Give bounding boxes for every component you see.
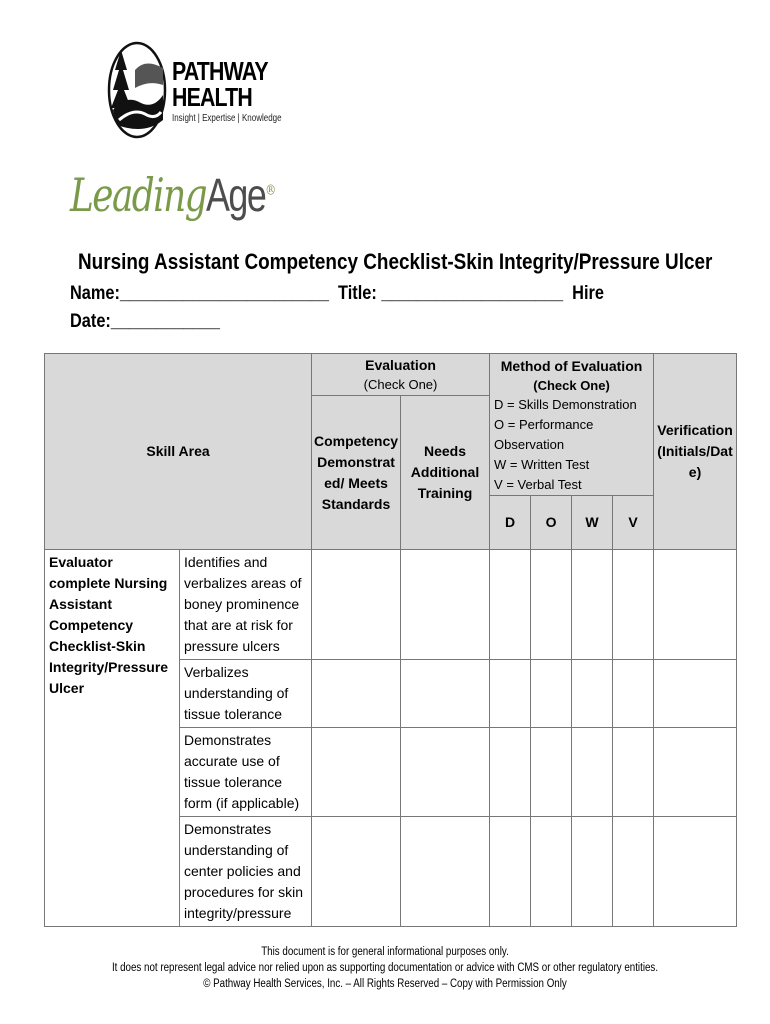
needs-training-header: Needs Additional Training [401, 396, 490, 550]
check-v[interactable] [613, 728, 654, 817]
check-v[interactable] [613, 660, 654, 728]
check-v[interactable] [613, 817, 654, 927]
pathway-health-wordmark [172, 58, 309, 124]
method-header [490, 354, 654, 496]
legend-v: V = Verbal Test [494, 477, 582, 492]
leading-age-part2: Age [206, 169, 266, 221]
check-needs-training[interactable] [401, 817, 490, 927]
table-row [45, 550, 737, 660]
method-code-v: V [613, 496, 654, 550]
method-code-w: W [572, 496, 613, 550]
check-competency[interactable] [312, 817, 401, 927]
legend-o: O = Performance Observation [494, 417, 594, 452]
footer [0, 944, 770, 992]
date-line: Date:____________ [70, 311, 220, 332]
verification-cell[interactable] [654, 728, 737, 817]
check-needs-training[interactable] [401, 550, 490, 660]
check-w[interactable] [572, 660, 613, 728]
leading-age-logo [70, 168, 275, 222]
check-competency[interactable] [312, 660, 401, 728]
evaluation-label: Evaluation [365, 357, 436, 373]
verification-cell[interactable] [654, 550, 737, 660]
skill-item: Demonstrates accurate use of tissue tolerance form (if applicable) [180, 728, 312, 817]
skill-area-header: Skill Area [45, 354, 312, 550]
check-w[interactable] [572, 817, 613, 927]
evaluation-sub: (Check One) [363, 377, 438, 392]
check-w[interactable] [572, 550, 613, 660]
check-w[interactable] [572, 728, 613, 817]
method-legend [490, 395, 653, 495]
skill-item: Identifies and verbalizes areas of boney prominence that are at risk for pressure ulcers [180, 550, 312, 660]
method-sub: (Check One) [533, 378, 610, 393]
verification-cell[interactable] [654, 660, 737, 728]
skill-item: Verbalizes understanding of tissue tolerance [180, 660, 312, 728]
check-o[interactable] [531, 817, 572, 927]
check-d[interactable] [490, 550, 531, 660]
check-o[interactable] [531, 728, 572, 817]
competency-checklist-table [44, 353, 737, 927]
check-competency[interactable] [312, 550, 401, 660]
skill-item: Demonstrates understanding of center policies and procedures for skin integrity/pressure [180, 817, 312, 927]
verification-cell[interactable] [654, 817, 737, 927]
verification-header: Verification (Initials/Dat e) [654, 354, 737, 550]
pathway-line1: PATHWAY [172, 56, 268, 86]
pathway-line2: HEALTH [172, 82, 252, 112]
legend-w: W = Written Test [494, 457, 590, 472]
evaluation-header [312, 354, 490, 396]
competency-header: Competency Demonstrat ed/ Meets Standards [312, 396, 401, 550]
pathway-tagline: Insight | Expertise | Knowledge [172, 113, 282, 124]
check-d[interactable] [490, 660, 531, 728]
footer-line1: This document is for general informational purposes only. [261, 946, 509, 958]
check-d[interactable] [490, 817, 531, 927]
check-needs-training[interactable] [401, 660, 490, 728]
footer-line2: It does not represent legal advice nor relied upon as supporting documentation or advice with CMS or other regulatory entities. [111, 962, 659, 974]
form-fields [70, 280, 604, 336]
section-label: Evaluator complete Nursing Assistant Competency Checklist-Skin Integrity/Pressure Ulcer [45, 550, 180, 927]
document-title: Nursing Assistant Competency Checklist-Skin Integrity/Pressure Ulcer [78, 249, 713, 274]
method-code-o: O [531, 496, 572, 550]
leading-age-part1: Leading [70, 168, 207, 222]
check-needs-training[interactable] [401, 728, 490, 817]
check-competency[interactable] [312, 728, 401, 817]
legend-d: D = Skills Demonstration [494, 397, 637, 412]
footer-line3: © Pathway Health Services, Inc. – All Rights Reserved – Copy with Permission Only [203, 978, 567, 990]
check-o[interactable] [531, 660, 572, 728]
leading-age-mark: ® [265, 182, 275, 199]
name-title-hire-line: Name:_______________________ Title: ____________________ Hire [70, 283, 604, 304]
check-o[interactable] [531, 550, 572, 660]
check-v[interactable] [613, 550, 654, 660]
check-d[interactable] [490, 728, 531, 817]
method-code-d: D [490, 496, 531, 550]
method-label: Method of Evaluation [500, 358, 643, 374]
